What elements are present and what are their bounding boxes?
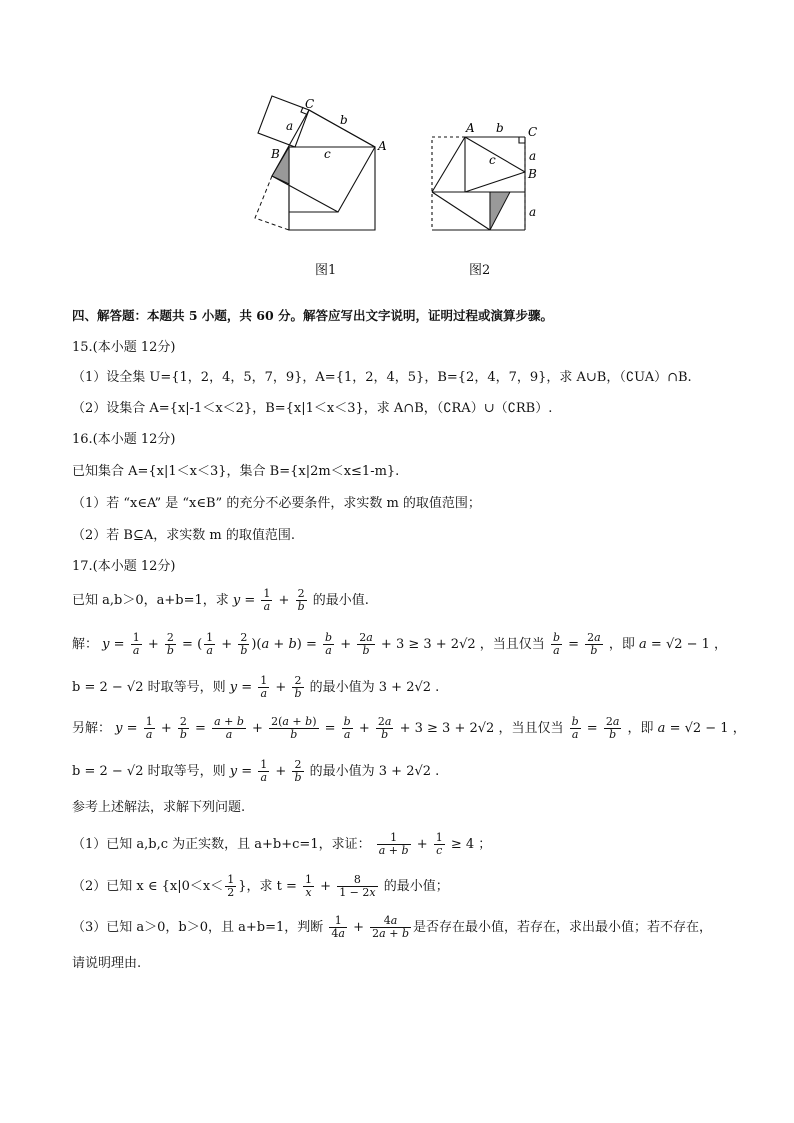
q15-part2: （2）设集合 A={x|-1＜x＜2}，B={x|1＜x＜3}，求 A∩B，（∁RA）∪（∁RB）. — [72, 401, 553, 416]
q17-title: 17.(本小题 12分) — [72, 559, 176, 574]
q17-part1: （1）已知 a,b,c 为正实数，且 a+b+c=1，求证： $\frac{1}{a + b}$ + $\frac{1}{c}$ ≥ 4 ； — [72, 831, 492, 857]
fig2-label-a1: a — [529, 149, 537, 163]
q17-part3: （3）已知 a＞0，b＞0，且 a+b=1，判断 $\frac{1}{4a}$ + $\frac{4a}{2a + b}$ 是否存在最小值，若存在，求出最小值；若不存在， — [72, 914, 712, 940]
q17-part3-line2: 请说明理由. — [72, 956, 142, 971]
q16-part2: （2）若 B⊆A，求实数 m 的取值范围. — [72, 528, 295, 543]
q17-alt-solution-line2: b = 2 − √2 时取等号，则 y = $\frac{1}{a}$ + $\frac{2}{b}$ 的最小值为 3 + 2√2 . — [72, 758, 440, 784]
fig2-label-c-vertex: C — [528, 125, 538, 139]
geometry-figures — [240, 92, 560, 292]
fig1-label-big-b: B — [271, 147, 280, 161]
q16-part1: （1）若 “x∈A” 是 “x∈B” 的充分不必要条件，求实数 m 的取值范围； — [72, 496, 481, 511]
fig2-label-a2: a — [529, 205, 537, 219]
fig1-label-c: C — [305, 97, 315, 111]
q15-part1: （1）设全集 U={1，2，4，5，7，9}，A={1，2，4，5}，B={2，4，7，9}，求 A∪B，（∁UA）∩B. — [72, 370, 692, 385]
q17-stem: 已知 a,b＞0，a+b=1，求 y = $\frac{1}{a}$ + $\frac{2}{b}$ 的最小值. — [72, 587, 369, 613]
q16-title: 16.(本小题 12分) — [72, 432, 176, 447]
fig1-label-side-c: c — [324, 147, 331, 161]
fig1-caption: 图1 — [315, 263, 337, 278]
fig2-label-b: b — [496, 121, 504, 135]
fig1-label-a-vertex: A — [378, 139, 387, 153]
fig2-caption: 图2 — [469, 263, 491, 278]
fig1-label-b: b — [340, 113, 348, 127]
q17-part2: （2）已知 x ∈ {x|0＜x＜ $\frac{1}{2}$ }，求 t = $\frac{1}{x}$ + $\frac{8}{1 - 2x}$ 的最小值； — [72, 873, 449, 899]
q15-title: 15.(本小题 12分) — [72, 340, 176, 355]
fig1-label-a: a — [286, 119, 294, 133]
q17-alt-solution-line1: 另解： y = $\frac{1}{a}$ + $\frac{2}{b}$ = $\frac{a + b}{a}$ + $\frac{2(a + b)}{b}$ = $\frac{b}{a}$ + $\frac{2a}{b}$ + 3 ≥ 3 + 2√2 ，当且仅当 $\frac{b}{a}$ = $\frac{2a}{b}$ ，即 a = √2 − 1 ， — [72, 715, 746, 741]
fig2-label-side-c: c — [489, 153, 496, 167]
figure-drawing — [240, 92, 560, 292]
q17-reference: 参考上述解法，求解下列问题. — [72, 800, 246, 815]
q17-solution-line2: b = 2 − √2 时取等号，则 y = $\frac{1}{a}$ + $\frac{2}{b}$ 的最小值为 3 + 2√2 . — [72, 674, 440, 700]
fig2-label-b-vertex: B — [528, 167, 537, 181]
section-heading: 四、解答题：本题共 5 小题，共 60 分。解答应写出文字说明，证明过程或演算步骤。 — [72, 308, 554, 323]
q16-stem: 已知集合 A={x|1＜x＜3}，集合 B={x|2m＜x≤1-m}. — [72, 464, 400, 479]
fig2-label-a-vertex: A — [466, 121, 475, 135]
q17-solution-line1: 解： y = $\frac{1}{a}$ + $\frac{2}{b}$ = ( $\frac{1}{a}$ + $\frac{2}{b}$ )(a + b) = $\frac{b}{a}$ + $\frac{2a}{b}$ + 3 ≥ 3 + 2√2 ，当且仅当 $\frac{b}{a}$ = $\frac{2a}{b}$ ，即 a = √2 − 1 ， — [72, 631, 728, 657]
